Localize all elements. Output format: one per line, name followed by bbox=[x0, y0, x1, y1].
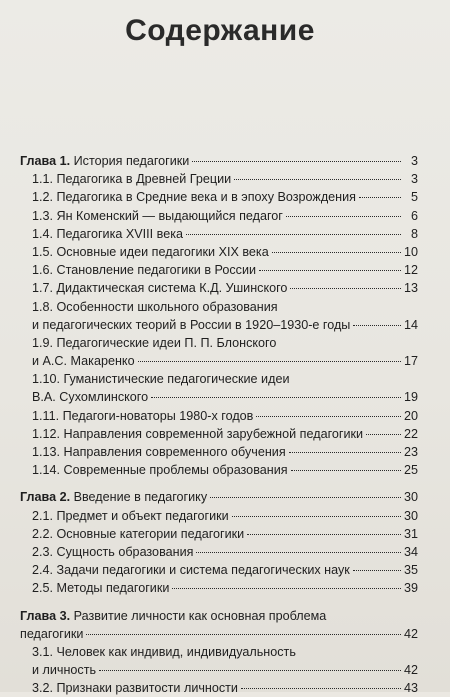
toc-entry-row bbox=[20, 316, 418, 334]
page-number: 14 bbox=[403, 317, 418, 332]
chapter-label: Глава 1. bbox=[20, 154, 71, 168]
toc-entry-title: 1.6. Становление педагогики в России bbox=[32, 263, 257, 278]
page-number: 35 bbox=[403, 563, 418, 578]
dot-leader bbox=[289, 452, 401, 453]
toc-entry-title: 2.1. Предмет и объект педагогики bbox=[32, 508, 229, 523]
toc-entry-title: 1.1. Педагогика в Древней Греции bbox=[32, 172, 232, 187]
page-number: 42 bbox=[403, 626, 418, 641]
dot-leader bbox=[172, 588, 401, 589]
toc-entry-title: 2.5. Методы педагогики bbox=[32, 581, 170, 596]
page-number: 25 bbox=[403, 463, 418, 478]
page-title: Содержание bbox=[125, 14, 315, 47]
dot-leader bbox=[286, 216, 401, 217]
page-number: 39 bbox=[403, 581, 418, 596]
toc-entry-title: и А.С. Макаренко bbox=[32, 354, 135, 369]
toc-entry-row bbox=[20, 443, 418, 461]
toc-entry-row bbox=[20, 298, 418, 316]
toc-entry-title: 1.5. Основные идеи педагогики XIX века bbox=[32, 244, 269, 259]
page-number: 43 bbox=[403, 681, 418, 696]
dot-leader bbox=[138, 361, 401, 362]
toc-entry-row bbox=[20, 579, 418, 597]
toc-entry-title: История педагогики bbox=[73, 154, 190, 168]
toc-entry-row bbox=[20, 170, 418, 188]
toc-entry-title: 1.14. Современные проблемы образования bbox=[32, 463, 288, 478]
toc-entry-row bbox=[20, 407, 418, 425]
page-number: 42 bbox=[403, 663, 418, 678]
toc-entry-title: Развитие личности как основная проблема bbox=[73, 608, 327, 623]
page-number: 31 bbox=[403, 526, 418, 541]
chapter-label: Глава 2. bbox=[20, 490, 71, 505]
page-number: 6 bbox=[410, 208, 418, 223]
dot-leader bbox=[291, 470, 401, 471]
toc-entry-title: В.А. Сухомлинского bbox=[32, 390, 149, 405]
toc-entry-row bbox=[20, 207, 418, 225]
toc-entry-title: Введение в педагогику bbox=[73, 490, 208, 505]
dot-leader bbox=[99, 670, 401, 671]
toc-entry-title: и педагогических теорий в России в 1920–1930-е годы bbox=[32, 317, 351, 332]
toc-entry-row bbox=[20, 243, 418, 261]
page-number: 12 bbox=[403, 263, 418, 278]
toc-entry-title: и личность bbox=[32, 663, 97, 678]
dot-leader bbox=[151, 397, 401, 398]
chapter-label: Глава 3. bbox=[20, 608, 71, 623]
dot-leader bbox=[353, 325, 401, 326]
dot-leader bbox=[241, 688, 401, 689]
toc-entry-row bbox=[20, 543, 418, 561]
toc-entry-title: 1.2. Педагогика в Средние века и в эпоху Возрождения bbox=[32, 190, 356, 205]
page-number: 22 bbox=[403, 426, 418, 441]
toc-chapter-row bbox=[20, 488, 418, 506]
toc-entry-row bbox=[20, 661, 418, 679]
toc-entry-row bbox=[20, 525, 418, 543]
toc-entry-title: 1.9. Педагогические идеи П. П. Блонского bbox=[32, 335, 277, 350]
toc-entry-title: педагогики bbox=[20, 626, 84, 641]
toc-entry-title: 1.13. Направления современного обучения bbox=[32, 445, 286, 459]
toc-entry-title: 1.7. Дидактическая система К.Д. Ушинского bbox=[32, 281, 288, 296]
toc-entry-title: 2.3. Сущность образования bbox=[32, 544, 194, 559]
toc-entry-row bbox=[20, 425, 418, 443]
dot-leader bbox=[186, 234, 401, 235]
toc-entry-title: 1.10. Гуманистические педагогические идеи bbox=[32, 372, 290, 387]
toc-entry-row bbox=[20, 225, 418, 243]
toc-entry-row bbox=[20, 561, 418, 579]
page-number: 3 bbox=[410, 154, 418, 168]
dot-leader bbox=[192, 161, 401, 162]
toc-entry-row bbox=[20, 352, 418, 370]
toc-entry-row bbox=[20, 279, 418, 297]
toc-entry-row bbox=[20, 388, 418, 406]
toc-entry-row bbox=[20, 507, 418, 525]
toc-entry-title: 1.3. Ян Коменский — выдающийся педагог bbox=[32, 208, 283, 223]
toc-entry-title: 3.2. Признаки развитости личности bbox=[32, 681, 238, 696]
toc-entry-row bbox=[20, 334, 418, 352]
dot-leader bbox=[247, 534, 401, 535]
page-number: 34 bbox=[403, 544, 418, 559]
toc-entry-title: 1.4. Педагогика XVIII века bbox=[32, 226, 184, 241]
dot-leader bbox=[366, 434, 401, 435]
page-number: 30 bbox=[403, 508, 418, 523]
toc-chapter-row bbox=[20, 152, 418, 170]
toc-entry-title: 3.1. Человек как индивид, индивидуальность bbox=[32, 644, 296, 659]
toc-entry-title: 1.12. Направления современной зарубежной педагогики bbox=[32, 426, 364, 441]
dot-leader bbox=[359, 197, 401, 198]
dot-leader bbox=[290, 288, 401, 289]
toc-chapter-row bbox=[20, 607, 418, 625]
dot-leader bbox=[353, 570, 401, 571]
page-number: 8 bbox=[410, 226, 418, 241]
page-number: 3 bbox=[410, 172, 418, 187]
toc-entry-row bbox=[20, 188, 418, 206]
toc-entry-row bbox=[20, 261, 418, 279]
page-number: 30 bbox=[403, 490, 418, 505]
toc-entry-title: 1.8. Особенности школьного образования bbox=[32, 299, 278, 314]
page-number: 19 bbox=[403, 390, 418, 405]
page-number: 23 bbox=[403, 445, 418, 459]
toc-entry-row bbox=[20, 461, 418, 479]
toc-entry-row bbox=[20, 643, 418, 661]
table-of-contents bbox=[20, 152, 418, 697]
page-number: 17 bbox=[403, 354, 418, 369]
dot-leader bbox=[234, 179, 401, 180]
dot-leader bbox=[232, 516, 401, 517]
toc-entry-title: 1.11. Педагоги-новаторы 1980-х годов bbox=[32, 408, 254, 423]
toc-entry-row bbox=[20, 370, 418, 388]
toc-entry-title: 2.4. Задачи педагогики и система педагогических наук bbox=[32, 563, 350, 578]
page-number: 20 bbox=[403, 408, 418, 423]
toc-entry-row bbox=[20, 625, 418, 643]
dot-leader bbox=[256, 416, 401, 417]
toc-entry-row bbox=[20, 679, 418, 697]
toc-entry-title: 2.2. Основные категории педагогики bbox=[32, 526, 245, 541]
dot-leader bbox=[272, 252, 401, 253]
dot-leader bbox=[86, 634, 401, 635]
page-number: 5 bbox=[410, 190, 418, 205]
dot-leader bbox=[196, 552, 401, 553]
page-number: 10 bbox=[403, 244, 418, 259]
dot-leader bbox=[210, 497, 401, 498]
dot-leader bbox=[259, 270, 401, 271]
page-number: 13 bbox=[403, 281, 418, 296]
